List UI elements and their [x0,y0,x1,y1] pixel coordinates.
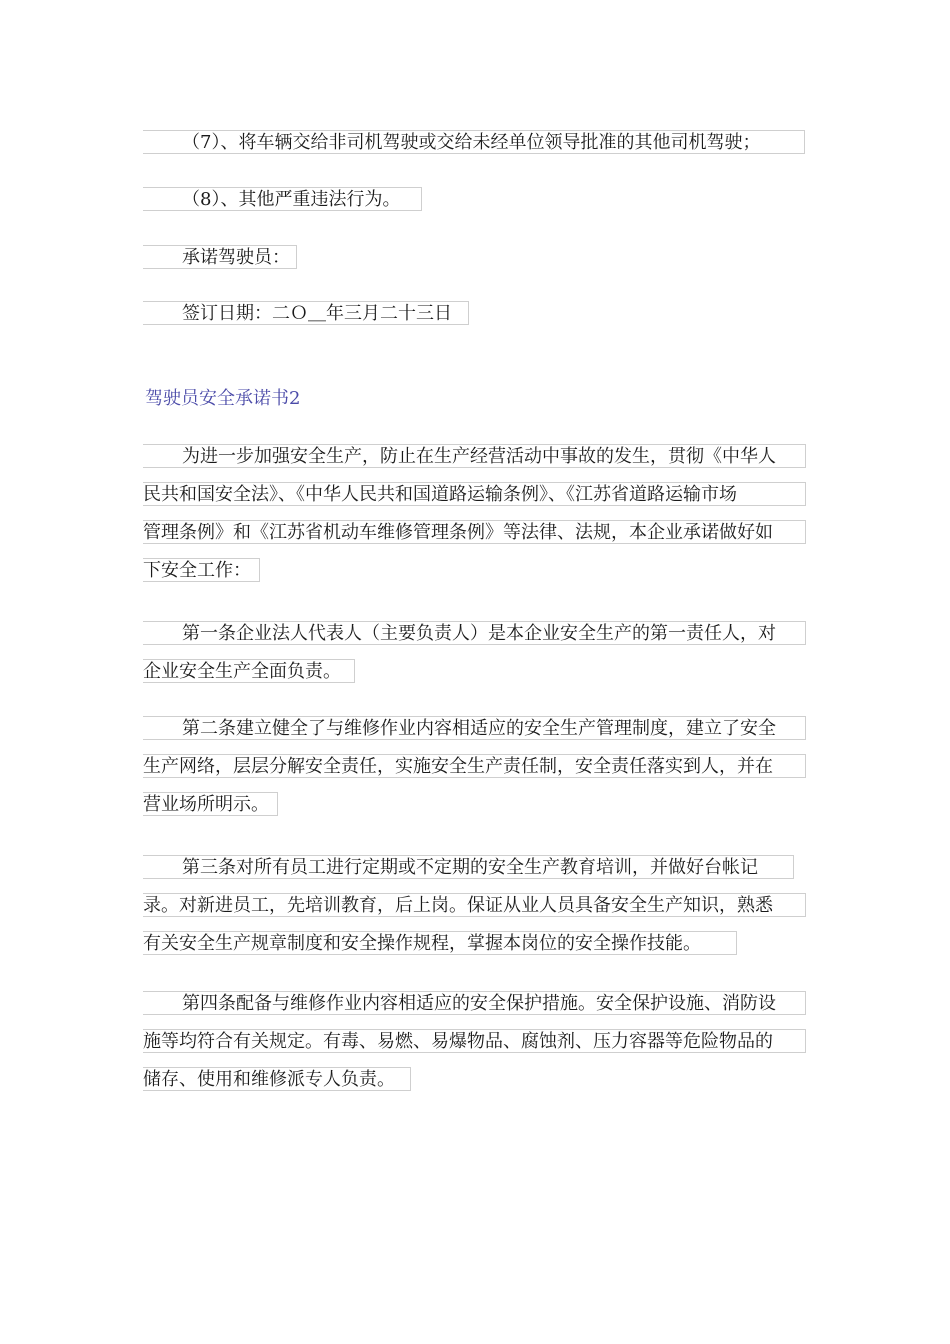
section-title: 驾驶员安全承诺书2 [145,388,301,409]
text-line: 第三条对所有员工进行定期或不定期的安全生产教育培训，并做好台帐记 [143,855,794,879]
text-line: 企业安全生产全面负责。 [143,659,355,683]
text-line: 第四条配备与维修作业内容相适应的安全保护措施。安全保护设施、消防设 [143,991,806,1015]
text-line: （8）、其他严重违法行为。 [143,187,422,211]
text-line: 为进一步加强安全生产，防止在生产经营活动中事故的发生，贯彻《中华人 [143,444,806,468]
article-2 [143,716,806,816]
signer-line [143,245,297,269]
text-line: 有关安全生产规章制度和安全操作规程，掌握本岗位的安全操作技能。 [143,931,737,955]
clause-item-7 [143,130,805,154]
text-line: 营业场所明示。 [143,792,278,816]
text-line: 第一条企业法人代表人（主要负责人）是本企业安全生产的第一责任人，对 [143,621,806,645]
text-line: 下安全工作： [143,558,260,582]
text-line: 第二条建立健全了与维修作业内容相适应的安全生产管理制度，建立了安全 [143,716,806,740]
clause-item-8 [143,187,422,211]
text-line: （7）、将车辆交给非司机驾驶或交给未经单位领导批准的其他司机驾驶； [143,130,805,154]
signing-date: 签订日期：二Ｏ＿年三月二十三日 [143,301,469,325]
text-line: 管理条例》和《江苏省机动车维修管理条例》等法律、法规，本企业承诺做好如 [143,520,806,544]
text-line: 录。对新进员工，先培训教育，后上岗。保证从业人员具备安全生产知识，熟悉 [143,893,806,917]
date-line [143,301,469,325]
signer-label: 承诺驾驶员： [143,245,297,269]
text-line: 施等均符合有关规定。有毒、易燃、易爆物品、腐蚀剂、压力容器等危险物品的 [143,1029,806,1053]
article-3 [143,855,806,955]
text-line: 生产网络，层层分解安全责任，实施安全生产责任制，安全责任落实到人，并在 [143,754,806,778]
article-1 [143,621,806,683]
article-4 [143,991,806,1091]
text-line: 储存、使用和维修派专人负责。 [143,1067,411,1091]
intro-paragraph [143,444,806,582]
text-line: 民共和国安全法》、《中华人民共和国道路运输条例》、《江苏省道路运输市场 [143,482,806,506]
